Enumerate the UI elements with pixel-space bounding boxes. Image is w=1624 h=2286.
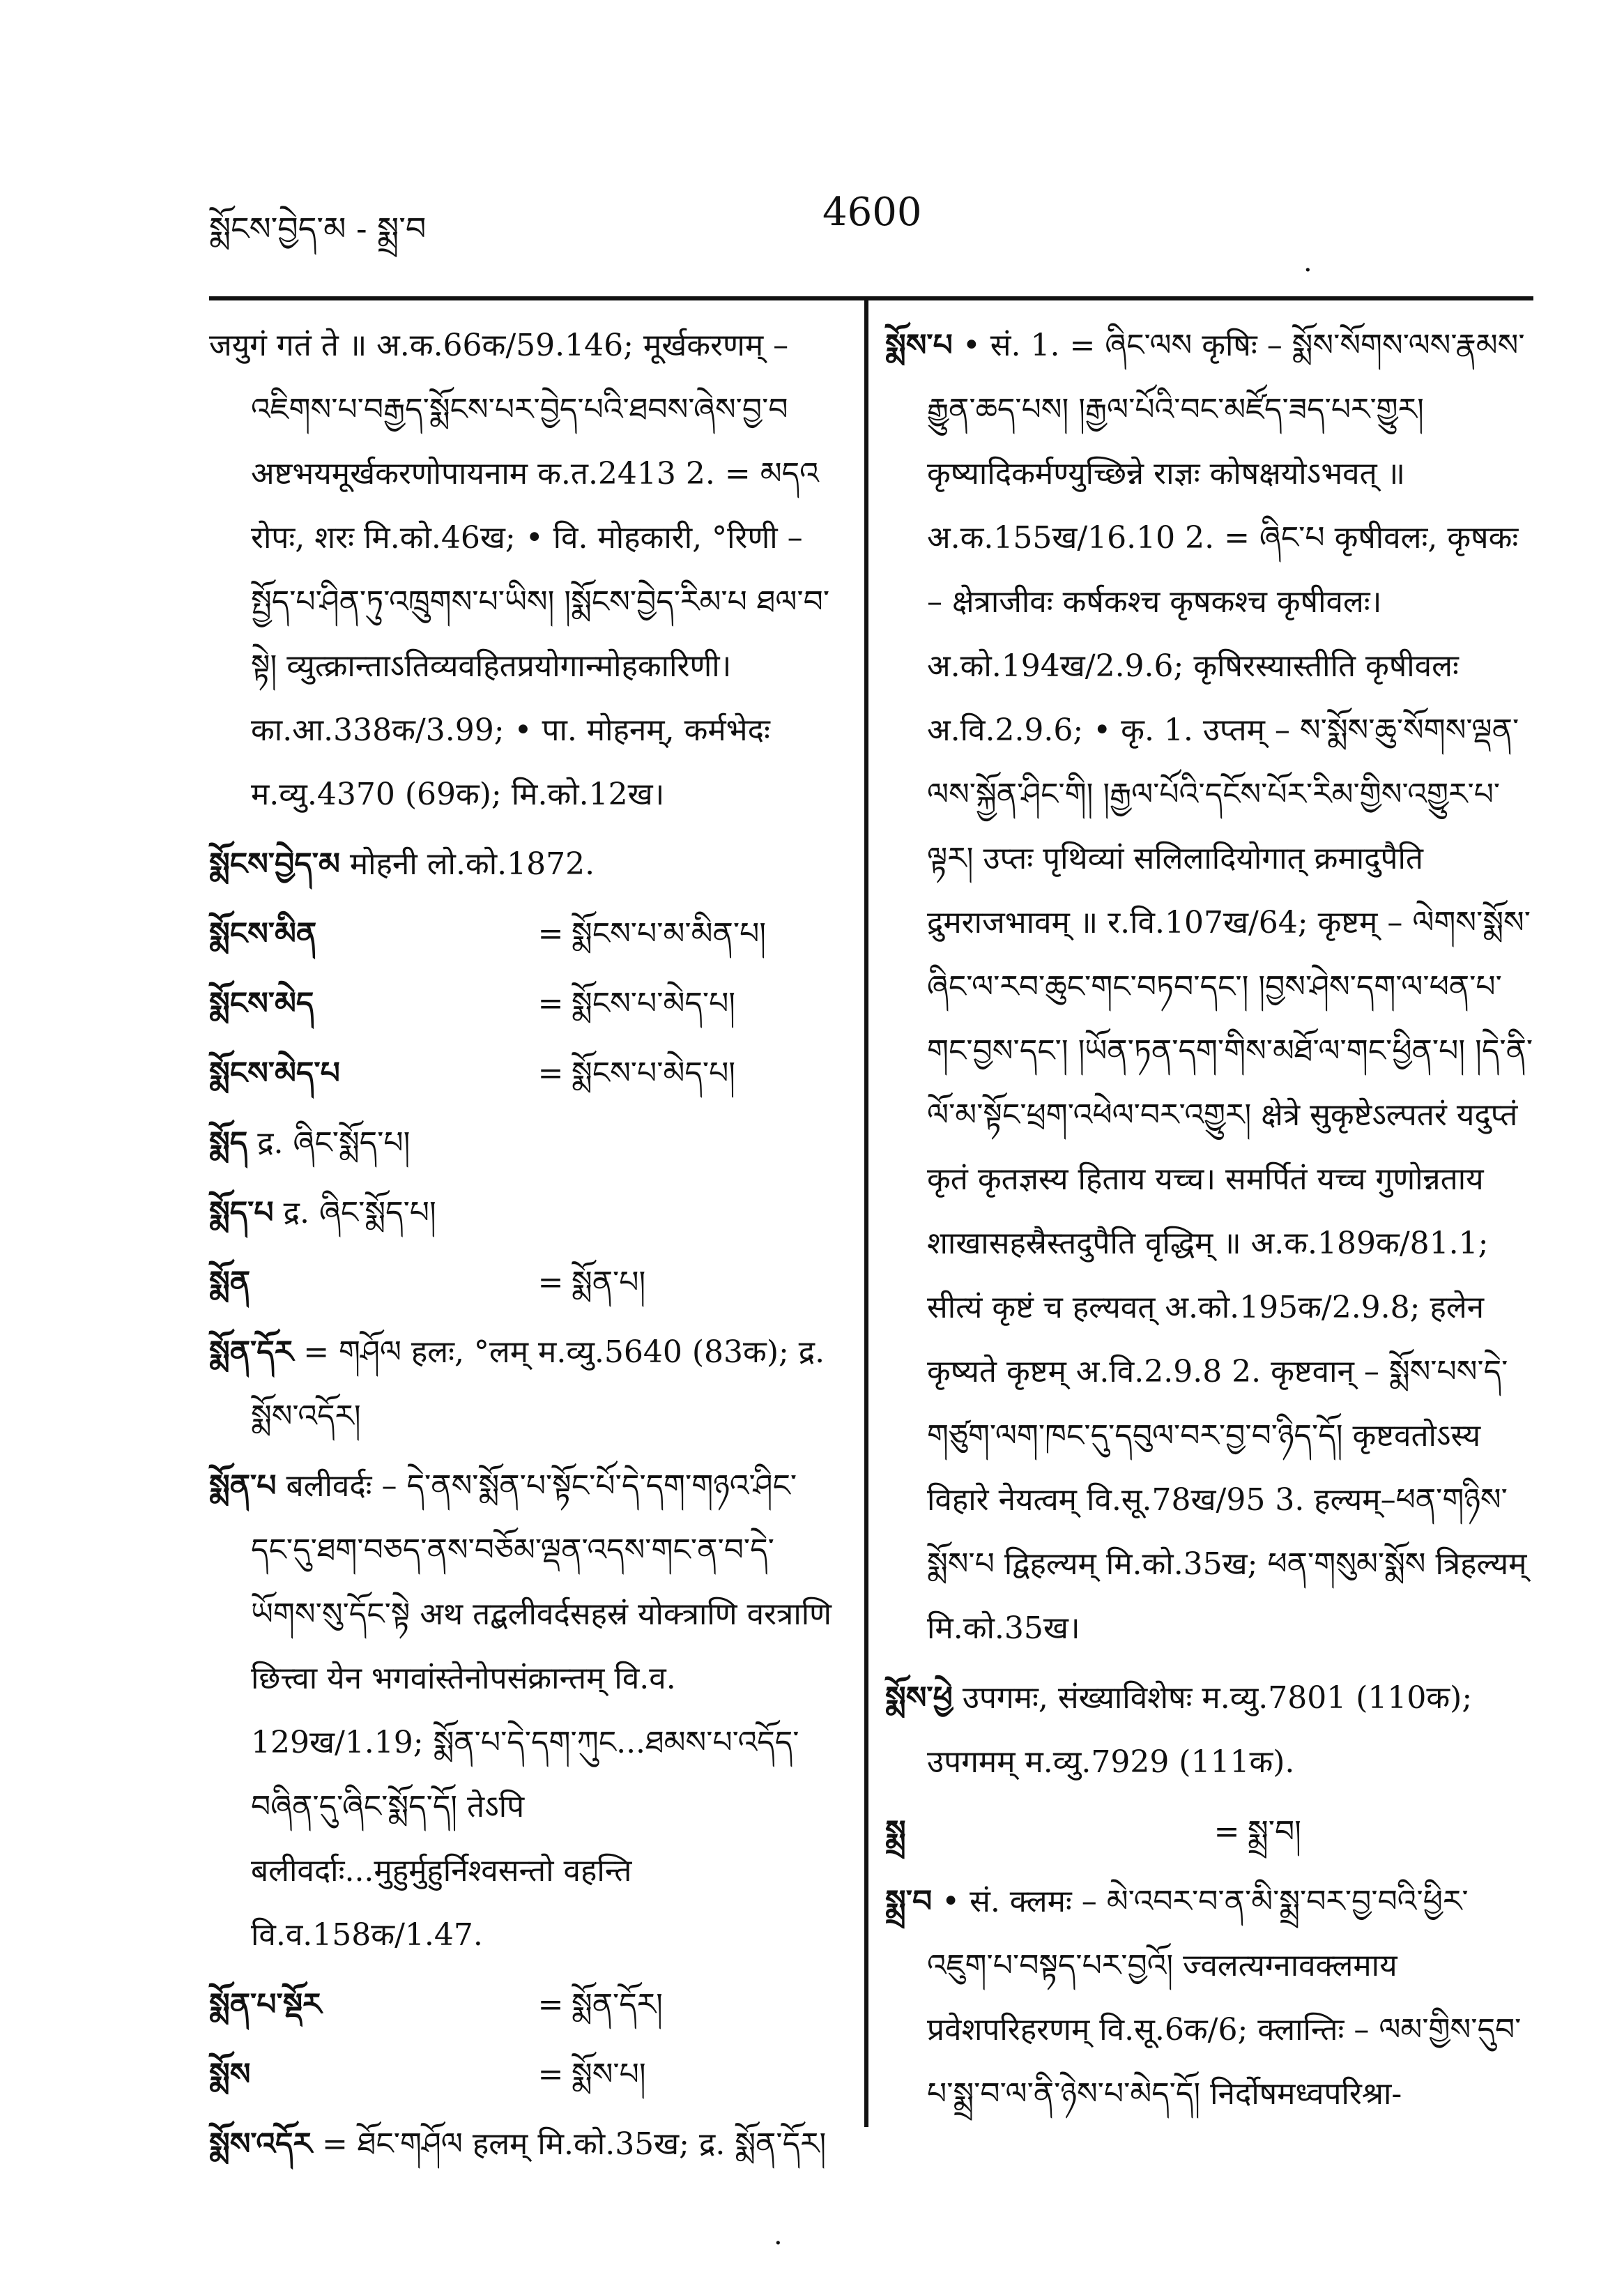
dictionary-entry: སྨོད་པ द्र. ཞིང་སྨོད་པ། [209,1195,436,1230]
cross-reference-entry: སྨོས = སྨོས་པ། [209,2057,646,2092]
cross-reference-entry: སྨོངས་མེད = སྨོངས་པ་མེད་པ། [209,986,736,1021]
entry-continuation: जयुगं गतं ते ॥ अ.क.66क/59.146; मूर्खकरणम् – འཇིགས་པ་བརྒྱད་སྨོངས་པར་བྱེད་པའི་ཐབས་ཞེས་བྱ་བ अष्टभयमूर्खकरणोपायनाम क.त.2413 2. = མདའ रोपः, शरः मि.को.46ख; • वि. मोहकारी, °रिणी – སྤྱོད་པ་ཤིན་ཏུ་འཁྲུགས་པ་ཡིས། །སྨོངས་བྱེད་རིམ་པ ཐལ་བ་སྟེ། व्युत्क्रान्ताऽतिव्यवहितप्रयोगान्मोहकारिणी। का.आ.338क/3.99; • पा. मोहनम्, कर्मभेदः म.व्यु.4370 (69क); मि.को.12ख। [209,328,830,812]
column-divider [864,300,868,2127]
dictionary-entry: སྨྲ་བ • सं. क्लमः – མེ་འབར་བ་ན་མི་སྨྲ་བར་བྱ་བའི་ཕྱིར་འཇུག་པ་བསྟད་པར་བྱའོ། ज्वलत्यग्नावक्लमाय प्रवेशपरिहरणम् वि.सू.6क/6; क्लान्तिः – ལམ་གྱིས་དུབ་པ་སྨྲ་བ་ལ་ནི་ཉེས་པ་མེད་དོ། निर्दोषमध्वपरिश्रा- [885,1884,1522,2112]
cross-reference-entry: སྨོངས་མིན = སྨོངས་པ་མ་མིན་པ། [209,916,767,952]
dictionary-entry: སྨོས་ཕྱེ उपगमः, संख्याविशेषः म.व्यु.7801 (110क); उपगमम् म.व्यु.7929 (111क). [885,1680,1473,1780]
dictionary-entry: སྨོད द्र. ཞིང་སྨོད་པ། [209,1125,411,1161]
page-number: 4600 [822,190,922,235]
scan-speck: · [774,2227,783,2260]
dictionary-entry: སྨོས་པ • सं. 1. = ཞིང་ལས कृषिः – སྨོས་སོགས་ལས་རྣམས་རྒྱུན་ཆད་པས། །རྒྱལ་པོའི་བང་མཛོད་ཟད་པར་གྱུར། कृष्यादिकर्मण्युच्छिन्ने राज्ञः कोषक्षयोऽभवत् ॥ अ.क.155ख/16.10 2. = ཞིང་པ कृषीवलः, कृषकः – क्षेत्राजीवः कर्षकश्च कृषकश्च कृषीवलः। अ.को.194ख/2.9.6; कृषिरस्यास्तीति कृषीवलः अ.वि.2.9.6; • कृ. 1. उप्तम् – ས་སྨོས་ཆུ་སོགས་ལྡན་ལས་སྐྱོན་ཤིང་གི། །རྒྱལ་པོའི་དངོས་པོར་རིམ་གྱིས་འགྱུར་པ་ལྟར། उप्तः पृथिव्यां सलिलादियोगात् क्रमादुपैति द्रुमराजभावम् ॥ र.वि.107ख/64; कृष्टम् – ལེགས་སྨོས་ཞིང་ལ་རབ་ཆུང་གང་བཏབ་དང་། །བྱས་ཤེས་དག་ལ་ཕན་པ་གང་བྱས་དང་། །ཡོན་ཏན་དག་གིས་མཐོ་ལ་གང་ཕྱིན་པ། །དེ་ནི་ལོ་མ་སྟོང་ཕྲག་འཕེལ་བར་འགྱུར། क्षेत्रे सुकृष्टेऽल्पतरं यदुप्तं कृतं कृतज्ञस्य हिताय यच्च। समर्पितं यच्च गुणोन्नताय शाखासहस्रैस्तदुपैति वृद्धिम् ॥ अ.क.189क/81.1; सीत्यं कृष्टं च हल्यवत् अ.को.195क/2.9.8; हलेन कृष्यते कृष्टम् अ.वि.2.9.8 2. कृष्टवान् – སྨོས་པས་དེ་གཙུག་ལག་ཁང་དུ་དབུལ་བར་བྱ་བ་ཉིད་དོ། कृष्टवतोऽस्य विहारे नेयत्वम् वि.सू.78ख/95 3. हल्यम्–ཕན་གཉིས་སྨོས་པ द्विहल्यम् मि.को.35ख; ཕན་གསུམ་སྨོས त्रिहल्यम् मि.को.35ख। [885,328,1533,1646]
scan-speck: · [1303,254,1312,287]
running-head: སྨོངས་བྱེད་མ - སྨྲ་བ [209,210,427,247]
left-column [209,314,836,2182]
cross-reference-entry: སྨོན = སྨོན་པ། [209,1265,646,1300]
header-rule [209,296,1533,300]
cross-reference-entry: སྨོངས་མེད་པ = སྨོངས་པ་མེད་པ། [209,1056,736,1091]
dictionary-entry: སྨོངས་བྱེད་མ मोहनी लो.को.1872. [209,846,595,882]
cross-reference-entry: སྨོན་པ་སྡོར = སྨོན་དོར། [209,1987,663,2022]
dictionary-entry: སྨོན་དོར = གཤོལ हलः, °लम् म.व्यु.5640 (83क); द्र. སྨོས་འདོར། [209,1334,825,1434]
right-column [885,314,1533,2132]
cross-reference-entry: སྨྲ = སྨྲ་བ། [885,1814,1301,1850]
dictionary-entry: སྨོན་པ बलीवर्दः – དེ་ནས་སྨོན་པ་སྟོང་པོ་དེ་དག་གཉའ་ཤིང་དང་དུ་ཐག་བཅད་ནས་བཅོམ་ལྡན་འདས་གང་ན་བ་དེ་ཡོགས་སུ་དོང་སྟེ अथ तद्बलीवर्दसहस्रं योक्त्राणि वरत्राणि छित्त्वा येन भगवांस्तेनोपसंक्रान्तम् वि.व. 129ख/1.19; སྨོན་པ་དེ་དག་ཀུང...ཐམས་པ་འདོད་བཞིན་དུ་ཞིང་སྨོད་དོ། तेऽपि बलीवर्दाः...मुहुर्मुहुर्निश्वसन्तो वहन्ति वि.व.158क/1.47. [209,1468,832,1953]
dictionary-entry: སྨོས་འདོར = ཐོང་གཤོལ हलम् मि.को.35ख; द्र. སྨོན་དོར། [209,2126,827,2162]
